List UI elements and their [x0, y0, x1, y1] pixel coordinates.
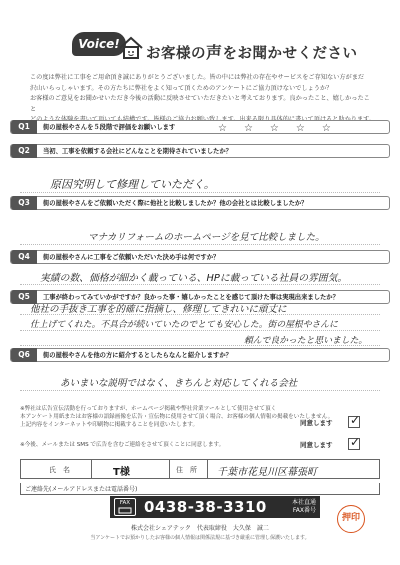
intro-line: 沢山いらっしゃいます。その方たちに弊社をよく知って頂くためのアンケートにご協力頂けないでしょうか？: [30, 84, 333, 92]
answer-q5-line2[interactable]: 仕上げてくれた。不具合が続いていたのでとても安心した。街の屋根やさんに: [30, 320, 338, 330]
rating-stars[interactable]: ☆☆☆☆☆: [218, 123, 348, 134]
fax-note-line: FAX番号: [292, 507, 316, 514]
question-text: 街の屋根やさんに工事をご依頼いただいた決め手は何ですか？: [43, 254, 220, 261]
consent-checkbox-1[interactable]: [348, 413, 361, 428]
title-prefix: お客様の: [146, 46, 206, 62]
answer-q2[interactable]: 原因究明して修理していただく。: [50, 178, 215, 191]
question-text: 当初、工事を依頼する会社にどんなことを期待されていましたか？: [43, 148, 232, 155]
privacy-note: 当アンケートでお預かりしたお客様の個人情報は関係法規に基づき厳重に管理し保護いたします。: [90, 535, 310, 541]
fax-icon: [114, 498, 136, 516]
question-text: 街の屋根やさんをご依頼いただく際に他社と比較しましたか？他の会社とは比較しましたか？: [43, 200, 308, 207]
question-number: Q1: [11, 120, 37, 134]
fax-number: 0438-38-3310: [144, 498, 267, 516]
address-label: 住 所: [176, 466, 197, 474]
check-icon: ✓: [350, 435, 361, 449]
customer-info-row: [20, 459, 380, 479]
answer-q5-line3[interactable]: 頼んで良かったと思いました。: [244, 336, 368, 346]
question-number: Q6: [11, 348, 37, 362]
answer-q3[interactable]: マナカリフォームのホームページを見て比較しました。: [88, 232, 325, 243]
note-line: 上記内容をインターネットや印刷物に掲載することを同意いたします。: [20, 422, 199, 428]
answer-q4[interactable]: 実績の数、価格が細かく載っている、HPに載っている社員の雰囲気。: [40, 273, 348, 284]
question-text: 工事が終わってみていかがですか？良かった事・嬉しかったことを感じて頂けた事は実現出来ましたか？: [43, 294, 339, 301]
question-number: Q4: [11, 250, 37, 264]
question-text: 街の屋根やさんを他の方に紹介するとしたらなんと紹介しますか？: [43, 352, 232, 359]
note-line: 本アンケート用紙またはお客様の語録画像を広告・宣伝物に使用させて頂く場合、お客様の個人情報の掲載をいたしません。: [20, 414, 334, 420]
fax-machine-icon: [118, 507, 132, 514]
company-name: 株式会社シェアテック 代表取締役 大久保 誠二: [131, 525, 269, 532]
note-line: ※弊社は広告宣伝活動を行っておりますが、ホームページ掲載や弊社営業ツールとして使用させて頂く: [20, 406, 277, 412]
contact-row: [20, 483, 380, 495]
voice-badge: Voice!: [72, 32, 126, 56]
fax-icon-label: FAX: [119, 500, 131, 506]
answer-line: [20, 192, 380, 193]
answer-q6[interactable]: あいまいな説明ではなく、きちんと対応してくれる会社: [60, 378, 298, 389]
note-line: ※今後、メールまたは SMS で広告を含むご連絡をさせて頂くことに同意します。: [20, 442, 225, 448]
page-title: [146, 40, 358, 63]
question-2: [10, 144, 390, 158]
intro-line: お客様のご意見をお聞かせいただき今後の活動に反映させていただきたいと考えております。良かったこと、嬉しかったこと: [30, 95, 370, 113]
name-field[interactable]: T様: [113, 467, 130, 478]
contact-label: ご連絡先(メールアドレスまたは電話番号): [25, 486, 138, 493]
consent-label-2: 同意します: [300, 441, 333, 449]
divider: [91, 460, 92, 478]
divider: [169, 460, 170, 478]
fax-note: [292, 499, 316, 515]
fax-note-line: 本社直通: [291, 499, 316, 506]
answer-q5-line1[interactable]: 他社の手抜き工事を的確に指摘し、修理してきれいに頑丈に: [30, 304, 287, 315]
answer-line: [20, 284, 380, 285]
check-icon: ✓: [350, 413, 361, 427]
question-number: Q3: [11, 196, 37, 210]
intro-text: [30, 73, 375, 126]
question-text: 街の屋根やさんを５段階で評価をお願いします: [43, 124, 176, 131]
question-6: [10, 348, 390, 362]
divider: [207, 460, 208, 478]
question-number: Q2: [11, 144, 37, 158]
answer-line: [20, 390, 380, 391]
title-accent: 声: [206, 43, 223, 62]
fax-box: [110, 496, 320, 518]
title-suffix: をお聞かせください: [222, 46, 358, 62]
question-number: Q5: [11, 290, 37, 304]
house-icon: [118, 36, 144, 60]
question-4: [10, 250, 390, 264]
intro-line: この度は弊社に工事をご用命頂き誠にありがとうございました。皆の中には弊社の存在やサービスをご存知ない方がまだ: [30, 74, 365, 81]
question-3: [10, 196, 390, 210]
stamp-text: 押印: [341, 513, 360, 523]
answer-line: [20, 330, 380, 331]
consent-label-1: 同意します: [300, 419, 333, 427]
name-label: 氏 名: [49, 466, 70, 474]
answer-line: [20, 244, 380, 245]
address-field[interactable]: 千葉市花見川区幕張町: [217, 467, 317, 478]
consent-checkbox-2[interactable]: [348, 435, 361, 450]
